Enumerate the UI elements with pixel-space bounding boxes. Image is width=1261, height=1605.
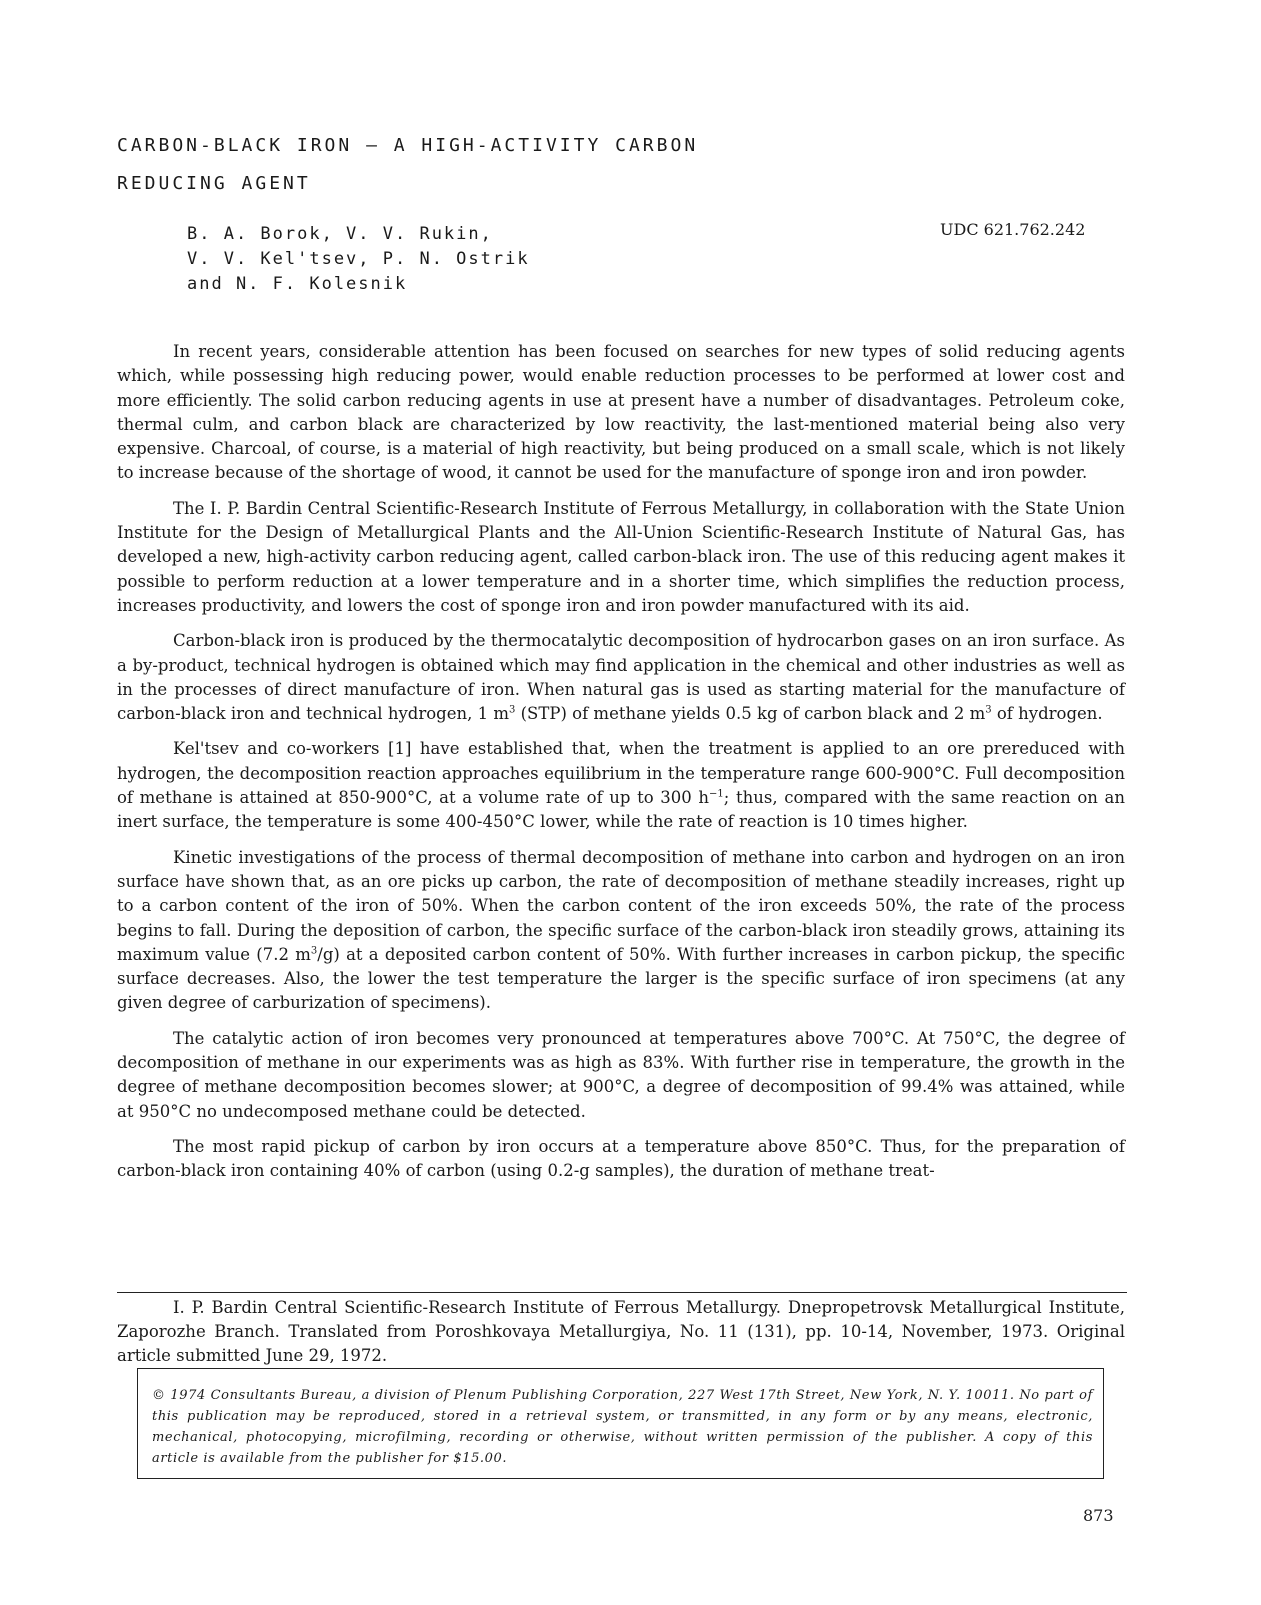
article-title-line-2: REDUCING AGENT <box>117 173 311 194</box>
body-paragraph-5 <box>117 846 1125 1016</box>
page-number: 873 <box>1083 1506 1114 1525</box>
author-list <box>187 222 530 297</box>
text-run: Kinetic investigations of the process of thermal decomposition of methane into carbon and hydrogen on an iron surface have shown that, as an ore picks up carbon, the rate of decomposition of methane steadily increases, right up to a carbon content of the iron of 50%. When the carbon content of the iron exceeds 50%, the rate of the process begins to fall. During the deposition of carbon, the specific surface of the carbon-black iron steadily grows, attaining its maximum value (7.2 m <box>117 847 1125 964</box>
article-title-line-1: CARBON-BLACK IRON – A HIGH-ACTIVITY CARBON <box>117 135 699 156</box>
text-run: /g) at a deposited carbon content of 50%. With further increases in carbon pickup, the specific surface decreases. Also, the lower the test temperature the larger is the specific surface of iron specimens (at any given degree of carburization of specimens). <box>117 944 1126 1013</box>
text-run: Kel'tsev and co-workers [1] have established that, when the treatment is applied to an ore prereduced with hydrogen, the decomposition reaction approaches equilibrium in the temperature range 600-900°C. Full decomposition of methane is attained at 850-900°C, at a volume rate of up to 300 h <box>117 739 1125 808</box>
author-line: V. V. Kel'tsev, P. N. Ostrik <box>187 249 530 269</box>
affiliation-footnote <box>117 1296 1125 1368</box>
superscript: 3 <box>509 704 516 716</box>
body-paragraph-7: The most rapid pickup of carbon by iron occurs at a temperature above 850°C. Thus, for the preparation of carbon-black iron containing 40% of carbon (using 0.2-g samples), the duration of methane treat- <box>117 1136 1125 1181</box>
body-paragraph-4 <box>117 737 1125 834</box>
copyright-text: © 1974 Consultants Bureau, a division of Plenum Publishing Corporation, 227 West 17th Street, New York, N. Y. 10011. No part of this publication may be reproduced, stored in a retrieval system, or transmitted, in any form or by any means, electronic, mechanical, photocopying, microfilming, recording or otherwise, without written permission of the publisher. A copy of this article is available from the publisher for $15.00. <box>152 1388 1093 1466</box>
udc-code: UDC 621.762.242 <box>940 220 1086 239</box>
copyright-notice <box>137 1368 1104 1479</box>
superscript: 3 <box>985 704 992 716</box>
body-paragraph-6: The catalytic action of iron becomes very pronounced at temperatures above 700°C. At 750°C, the degree of decomposition of methane in our experiments was as high as 83%. With further rise in temperature, the growth in the degree of methane decomposition becomes slower; at 900°C, a degree of decomposition of 99.4% was attained, while at 950°C no undecomposed methane could be detected. <box>117 1028 1125 1121</box>
footnote-text: I. P. Bardin Central Scientific-Research Institute of Ferrous Metallurgy. Dnepropetrovsk Metallurgical Institute, Zaporozhe Branch. Translated from Poroshkovaya Metallurgiya, No. 11 (131), pp. 10-14, November, 1973. Original article submitted June 29, 1972. <box>117 1298 1125 1365</box>
text-run: ; thus, compared with the same reaction on an inert surface, the temperature is some 400-450°C lower, while the rate of reaction is 10 times higher. <box>117 788 1125 832</box>
superscript: 3 <box>310 945 318 957</box>
footnote-divider <box>117 1292 1127 1293</box>
author-line: and N. F. Kolesnik <box>187 274 408 294</box>
text-run: (STP) of methane yields 0.5 kg of carbon black and 2 m <box>515 704 986 724</box>
author-line: B. A. Borok, V. V. Rukin, <box>187 224 493 244</box>
superscript: −1 <box>709 788 724 800</box>
body-paragraph-3 <box>117 629 1125 726</box>
body-paragraph-2: The I. P. Bardin Central Scientific-Research Institute of Ferrous Metallurgy, in collaboration with the State Union Institute for the Design of Metallurgical Plants and the All-Union Scientific-Research Institute of Natural Gas, has developed a new, high-activity carbon reducing agent, called carbon-black iron. The use of this reducing agent makes it possible to perform reduction at a lower temperature and in a shorter time, which simplifies the reduction process, increases productivity, and lowers the cost of sponge iron and iron powder manufactured with its aid. <box>117 498 1125 615</box>
article-body <box>117 340 1125 1195</box>
body-paragraph-1: In recent years, considerable attention has been focused on searches for new types of solid reducing agents which, while possessing high reducing power, would enable reduction processes to be performed at lower cost and more efficiently. The solid carbon reducing agents in use at present have a number of disadvantages. Petroleum coke, thermal culm, and carbon black are characterized by low reactivity, the last-mentioned material being also very expensive. Charcoal, of course, is a material of high reactivity, but being produced on a small scale, which is not likely to increase because of the shortage of wood, it cannot be used for the manufacture of sponge iron and iron powder. <box>117 342 1125 483</box>
text-run: of hydrogen. <box>991 704 1103 724</box>
text-run: Carbon-black iron is produced by the thermocatalytic decomposition of hydrocarbon gases on an iron surface. As a by-product, technical hydrogen is obtained which may find application in the chemical and other industries as well as in the processes of direct manufacture of iron. When natural gas is used as starting material for the manufacture of carbon-black iron and technical hydrogen, 1 m <box>117 631 1125 724</box>
